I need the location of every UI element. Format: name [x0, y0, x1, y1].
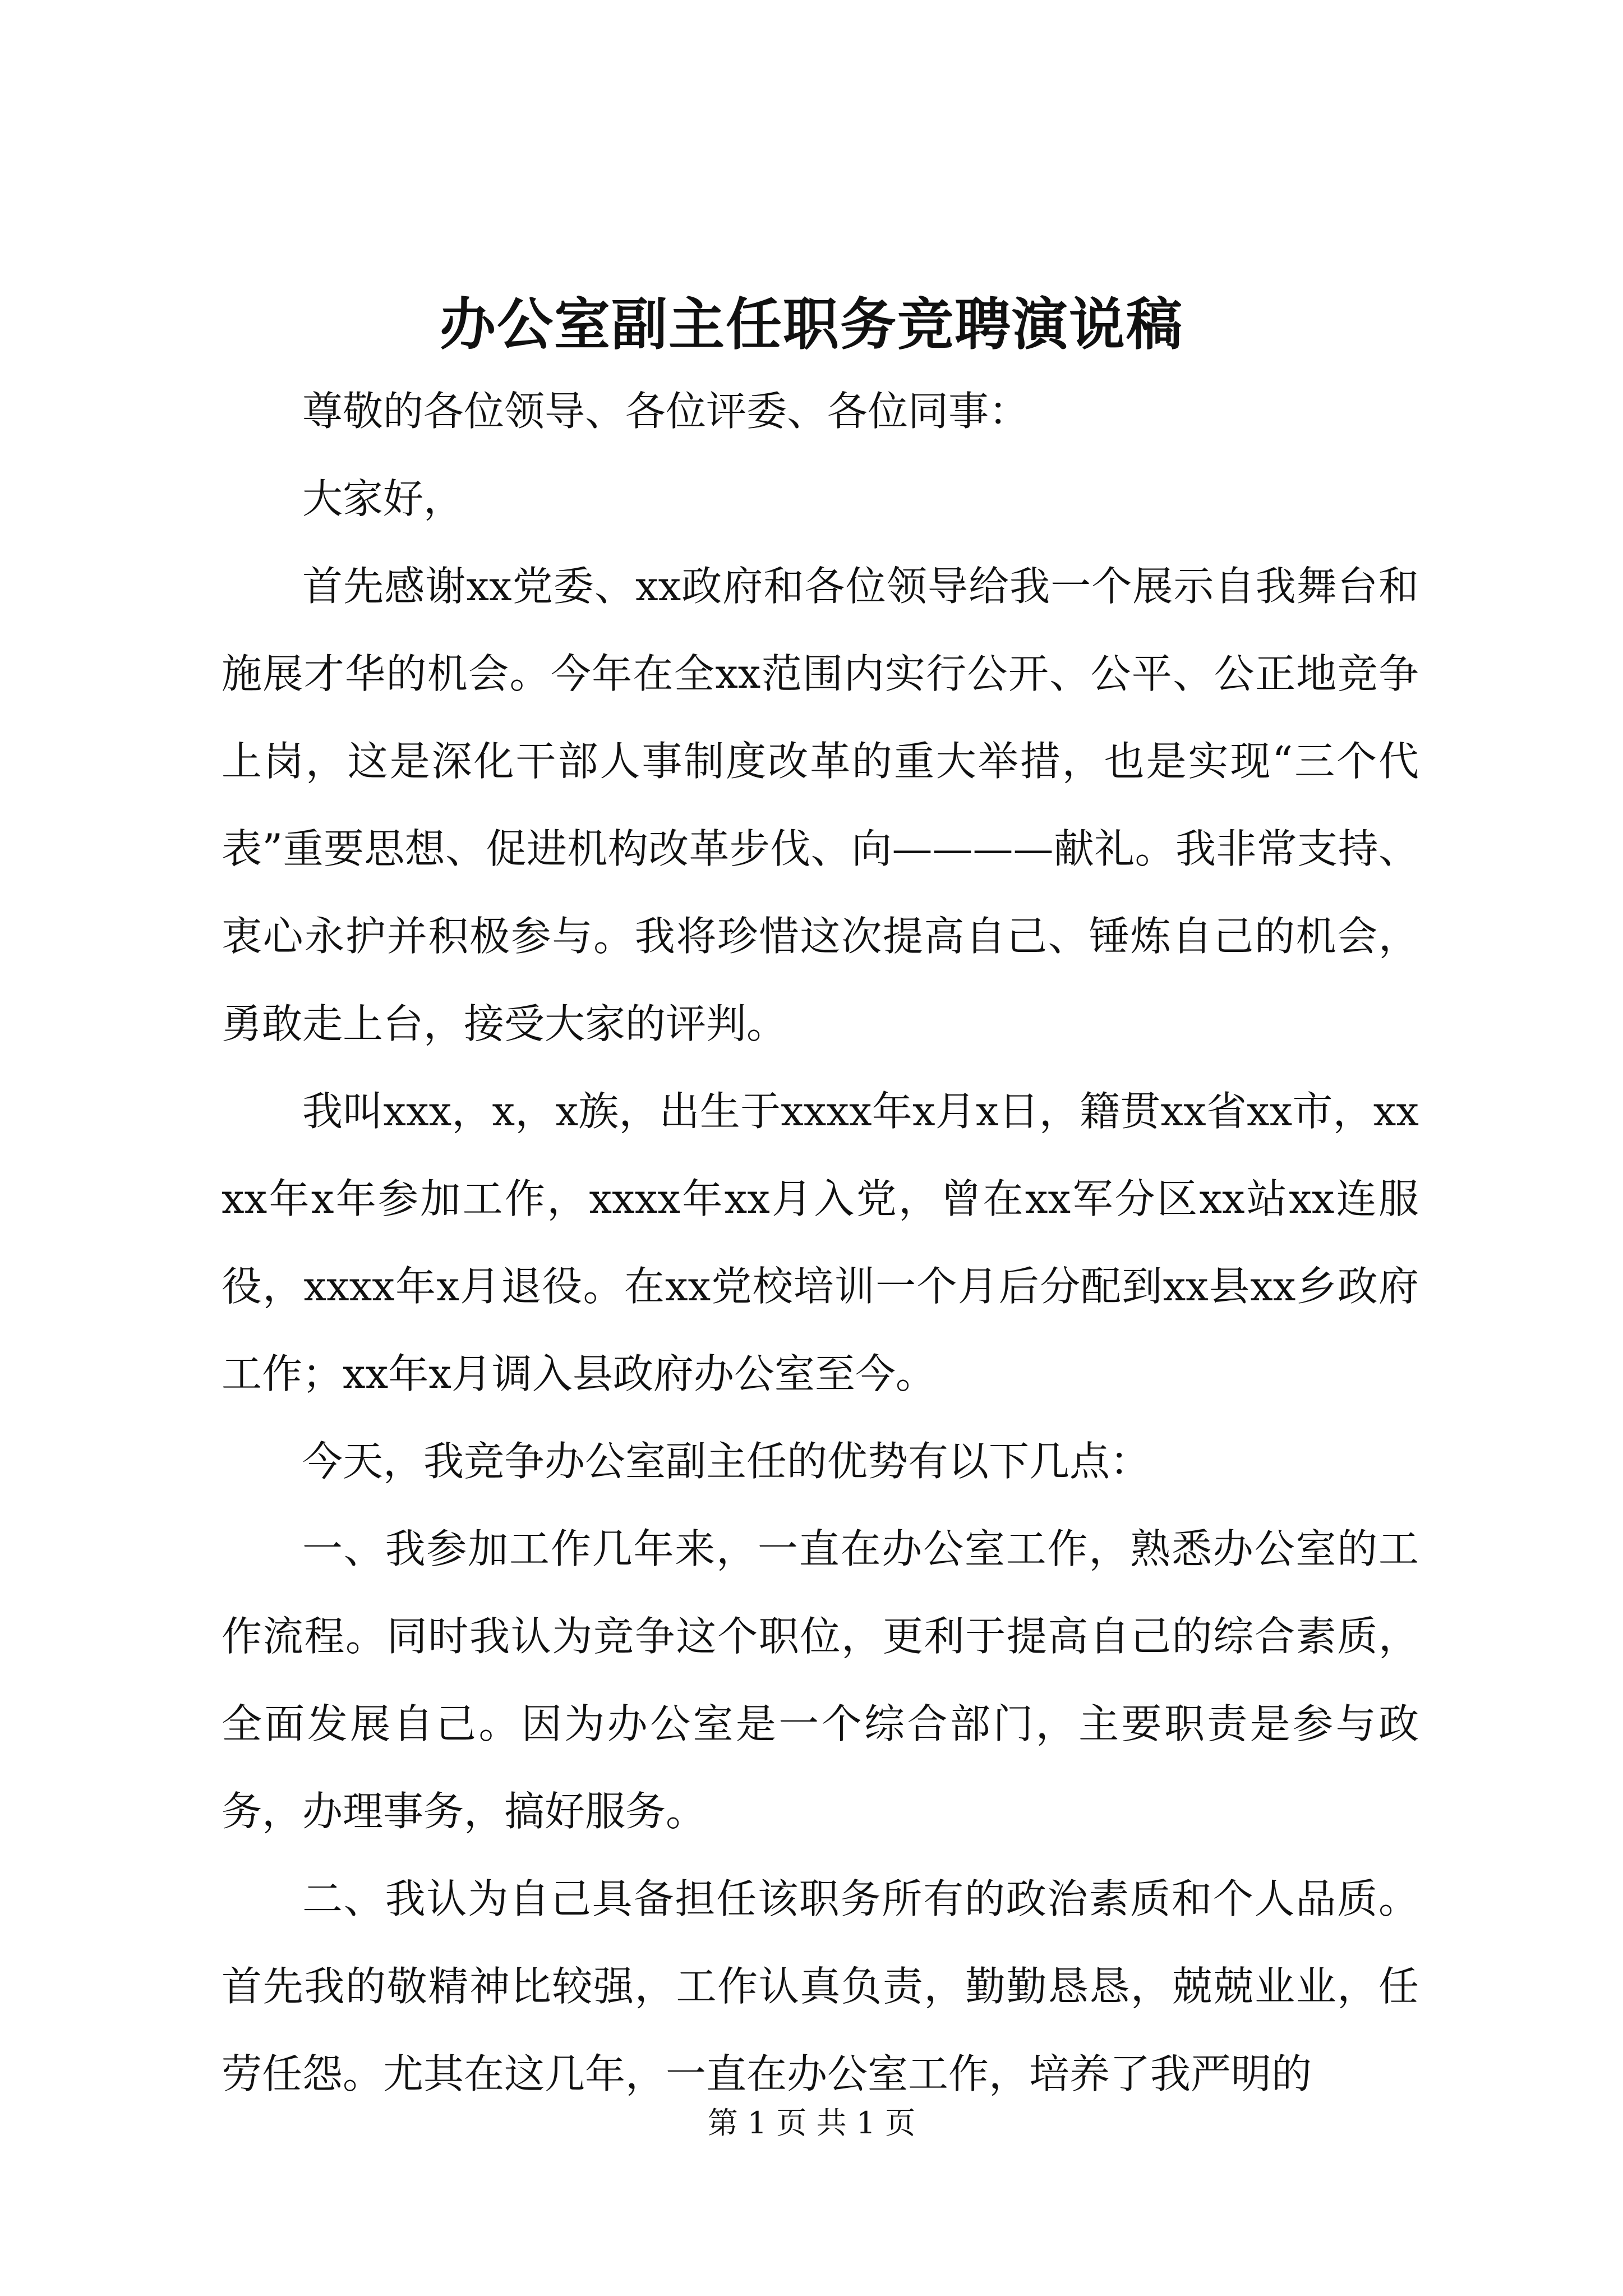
paragraph-self-introduction: 我叫xxx，x，x族，出生于xxxx年x月x日，籍贯xx省xx市，xxxx年x年参加工作，xxxx年xx月入党，曾在xx军分区xx站xx连服役，xxxx年x月退役。在xx党校培训一个月后分配到xx县xx乡政府工作；xx年x月调入县政府办公室至今。 — [222, 1088, 1419, 1397]
paragraph-greeting: 大家好， — [302, 475, 464, 522]
paragraph-advantage-two: 二、我认为自己具备担任该职务所有的政治素质和个人品质。首先我的敬精神比较强，工作认真负责，勤勤恳恳，兢兢业业，任劳任怨。尤其在这几年，一直在办公室工作，培养了我严明的 — [222, 1875, 1419, 2097]
document-body — [222, 367, 1419, 2118]
document-title: 办公室副主任职务竞聘演说稿 — [440, 291, 1183, 357]
paragraph-salutation: 尊敬的各位领导、各位评委、各位同事： — [302, 388, 1030, 435]
page-footer: 第 1 页 共 1 页 — [707, 2105, 916, 2141]
paragraph-thanks: 首先感谢xx党委、xx政府和各位领导给我一个展示自我舞台和施展才华的机会。今年在全xx范围内实行公开、公平、公正地竞争上岗，这是深化干部人事制度改革的重大举措，也是实现“三个代表”重要思想、促进机构改革步伐、向————献礼。我非常支持、衷心永护并积极参与。我将珍惜这次提高自己、锤炼自己的机会，勇敢走上台，接受大家的评判。 — [222, 563, 1419, 1047]
paragraph-advantages-intro: 今天，我竞争办公室副主任的优势有以下几点： — [302, 1438, 1151, 1485]
paragraph-advantage-one: 一、我参加工作几年来，一直在办公室工作，熟悉办公室的工作流程。同时我认为竞争这个职位，更利于提高自己的综合素质，全面发展自己。因为办公室是一个综合部门，主要职责是参与政务，办理事务，搞好服务。 — [222, 1525, 1419, 1835]
